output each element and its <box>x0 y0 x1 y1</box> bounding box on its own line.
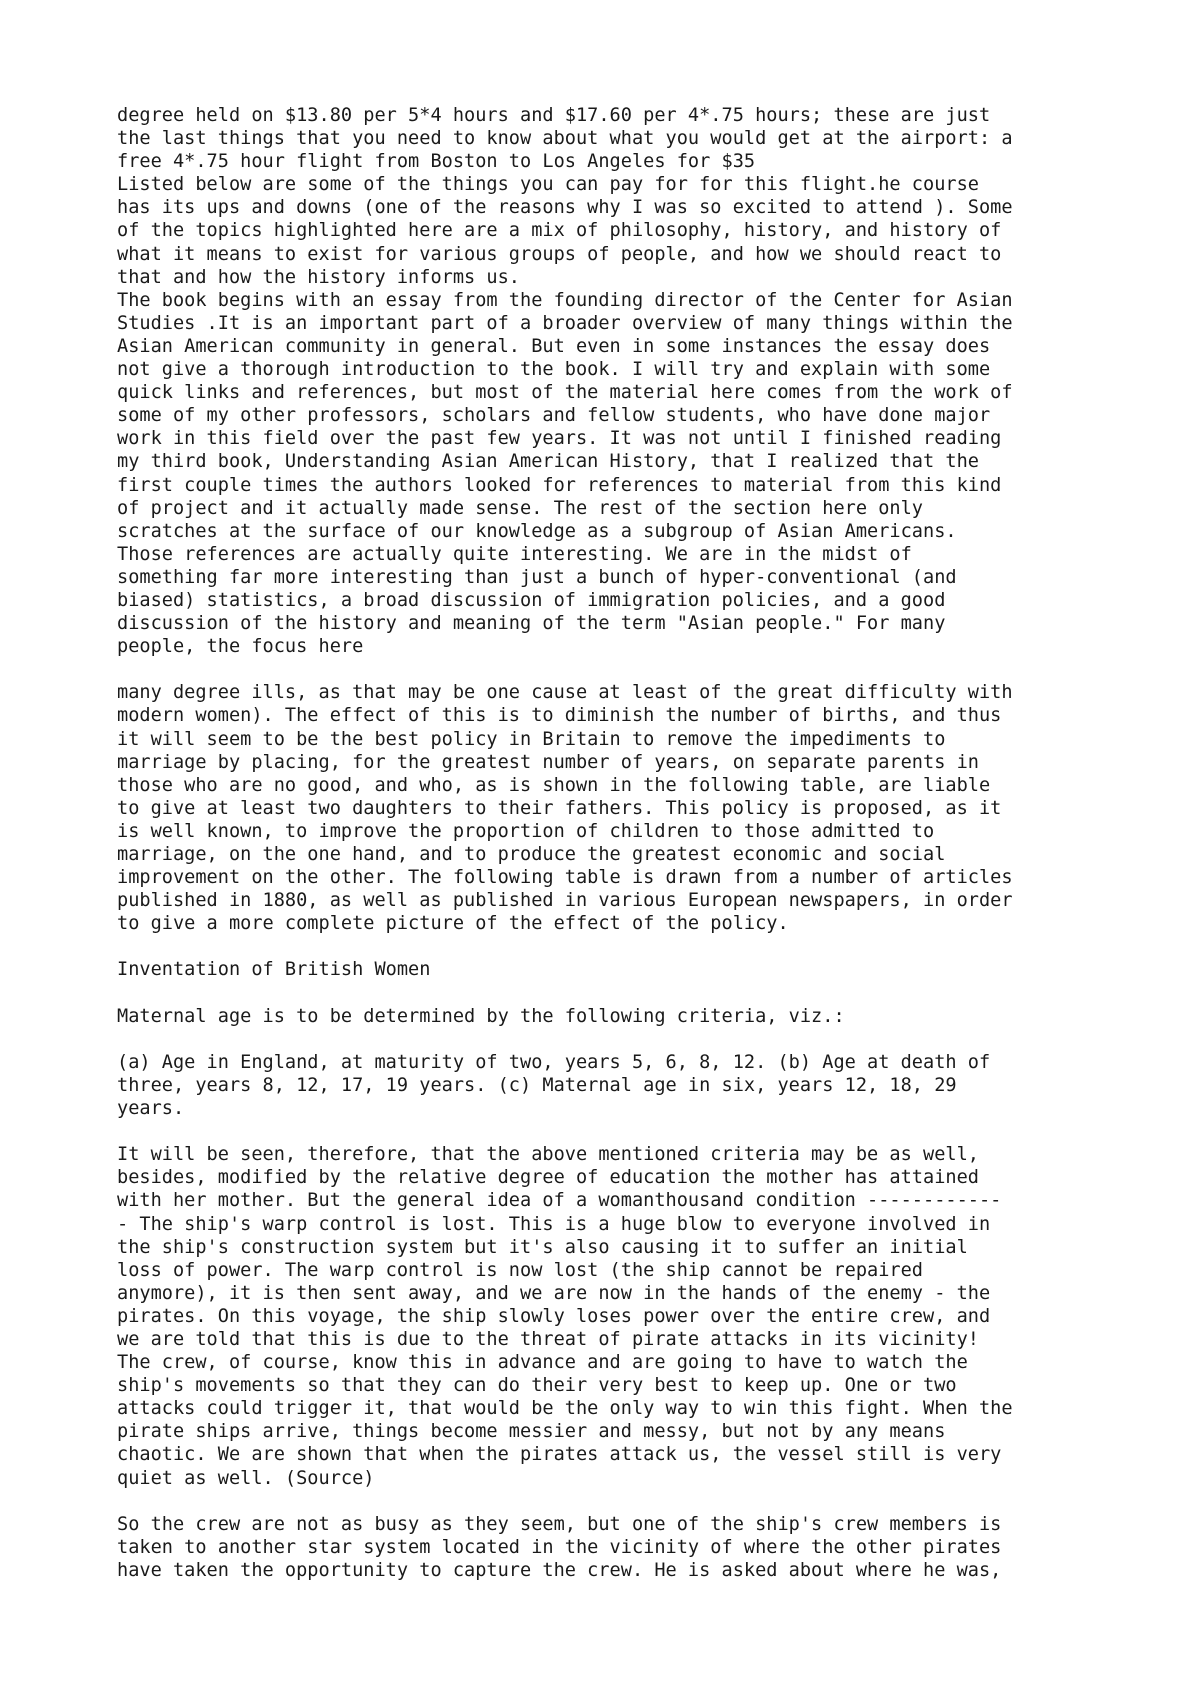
text-line: with her mother. But the general idea of a womanthousand condition ------------ <box>117 1190 1002 1212</box>
text-line: years. <box>117 1098 185 1120</box>
text-line: Maternal age is to be determined by the following criteria, viz.: <box>117 1005 845 1027</box>
text-line: Inventation of British Women <box>117 959 431 981</box>
text-line: has its ups and downs (one of the reasons why I was so excited to attend ). Some <box>117 197 1013 219</box>
text-line: Asian American community in general. But even in some instances the essay does <box>117 335 991 357</box>
text-line: work in this field over the past few years. It was not until I finished reading <box>117 428 1002 450</box>
text-line: we are told that this is due to the threat of pirate attacks in its vicinity! <box>117 1328 979 1350</box>
paragraph-gap <box>117 935 1097 958</box>
text-line: is well known, to improve the proportion of children to those admitted to <box>117 820 935 842</box>
text-line: to give a more complete picture of the effect of the policy. <box>117 913 789 935</box>
text-line: the ship's construction system but it's also causing it to suffer an initial <box>117 1236 968 1258</box>
text-line: The book begins with an essay from the founding director of the Center for Asian <box>117 289 1013 311</box>
paragraph <box>117 958 1097 981</box>
text-line: degree held on $13.80 per 5*4 hours and $17.60 per 4*.75 hours; these are just <box>117 105 991 126</box>
text-line: of project and it actually made sense. The rest of the section here only <box>117 497 923 519</box>
paragraph <box>117 1143 1097 1489</box>
text-line: - The ship's warp control is lost. This is a huge blow to everyone involved in <box>117 1213 991 1235</box>
text-line: pirate ships arrive, things become messier and messy, but not by any means <box>117 1421 946 1443</box>
text-line: to give at least two daughters to their fathers. This policy is proposed, as it <box>117 797 1002 819</box>
text-line: scratches at the surface of our knowledge as a subgroup of Asian Americans. <box>117 520 957 542</box>
text-line: first couple times the authors looked for references to material from this kind <box>117 474 1002 496</box>
paragraph-gap <box>117 1490 1097 1513</box>
text-line: loss of power. The warp control is now lost (the ship cannot be repaired <box>117 1259 923 1281</box>
text-line: my third book, Understanding Asian American History, that I realized that the <box>117 451 979 473</box>
text-line: quiet as well. (Source) <box>117 1467 375 1489</box>
paragraph <box>117 104 1097 658</box>
text-line: anymore), it is then sent away, and we are now in the hands of the enemy - the <box>117 1282 991 1304</box>
paragraph <box>117 1513 1097 1582</box>
text-line: those who are no good, and who, as is shown in the following table, are liable <box>117 774 991 796</box>
text-line: modern women). The effect of this is to diminish the number of births, and thus <box>117 705 1002 727</box>
text-line: free 4*.75 hour flight from Boston to Los Angeles for $35 <box>117 151 756 173</box>
text-line: It will be seen, therefore, that the above mentioned criteria may be as well, <box>117 1144 979 1166</box>
text-line: pirates. On this voyage, the ship slowly loses power over the entire crew, and <box>117 1305 991 1327</box>
text-line: some of my other professors, scholars and fellow students, who have done major <box>117 405 991 427</box>
paragraph-gap <box>117 1120 1097 1143</box>
text-line: ship's movements so that they can do their very best to keep up. One or two <box>117 1375 957 1397</box>
text-line: The crew, of course, know this in advance and are going to have to watch the <box>117 1352 968 1374</box>
text-line: the last things that you need to know about what you would get at the airport: a <box>117 128 1013 150</box>
text-line: discussion of the history and meaning of the term "Asian people." For many <box>117 613 946 635</box>
paragraph <box>117 681 1097 935</box>
text-line: it will seem to be the best policy in Britain to remove the impediments to <box>117 728 946 750</box>
text-line: Listed below are some of the things you can pay for for this flight.he course <box>117 174 979 196</box>
paragraph <box>117 1005 1097 1028</box>
paragraph <box>117 1051 1097 1120</box>
text-line: published in 1880, as well as published in various European newspapers, in order <box>117 890 1013 912</box>
text-line: (a) Age in England, at maturity of two, years 5, 6, 8, 12. (b) Age at death of <box>117 1051 991 1073</box>
text-line: have taken the opportunity to capture the crew. He is asked about where he was, <box>117 1559 1002 1581</box>
text-line: improvement on the other. The following table is drawn from a number of articles <box>117 867 1013 889</box>
text-line: taken to another star system located in the vicinity of where the other pirates <box>117 1536 1002 1558</box>
text-line: besides, modified by the relative degree of education the mother has attained <box>117 1167 979 1189</box>
text-line: attacks could trigger it, that would be the only way to win this fight. When the <box>117 1398 1013 1420</box>
text-line: marriage by placing, for the greatest number of years, on separate parents in <box>117 751 979 773</box>
document-page <box>117 104 1097 1582</box>
paragraph-gap <box>117 982 1097 1005</box>
text-line: many degree ills, as that may be one cause at least of the great difficulty with <box>117 682 1013 704</box>
text-line: biased) statistics, a broad discussion of immigration policies, and a good <box>117 589 946 611</box>
text-line: something far more interesting than just a bunch of hyper-conventional (and <box>117 566 957 588</box>
text-line: quick links and references, but most of the material here comes from the work of <box>117 382 1013 404</box>
text-line: chaotic. We are shown that when the pirates attack us, the vessel still is very <box>117 1444 1002 1466</box>
text-line: marriage, on the one hand, and to produce the greatest economic and social <box>117 844 946 865</box>
paragraph-gap <box>117 658 1097 681</box>
text-line: people, the focus here <box>117 636 364 658</box>
text-line: Studies .It is an important part of a broader overview of many things within the <box>117 312 1013 334</box>
paragraph-gap <box>117 1028 1097 1051</box>
text-line: three, years 8, 12, 17, 19 years. (c) Maternal age in six, years 12, 18, 29 <box>117 1074 957 1096</box>
text-line: not give a thorough introduction to the book. I will try and explain with some <box>117 359 991 381</box>
text-line: Those references are actually quite interesting. We are in the midst of <box>117 543 912 565</box>
text-line: of the topics highlighted here are a mix of philosophy, history, and history of <box>117 220 1002 242</box>
text-line: So the crew are not as busy as they seem, but one of the ship's crew members is <box>117 1513 1002 1535</box>
text-line: what it means to exist for various groups of people, and how we should react to <box>117 243 1002 265</box>
text-line: that and how the history informs us. <box>117 266 520 288</box>
